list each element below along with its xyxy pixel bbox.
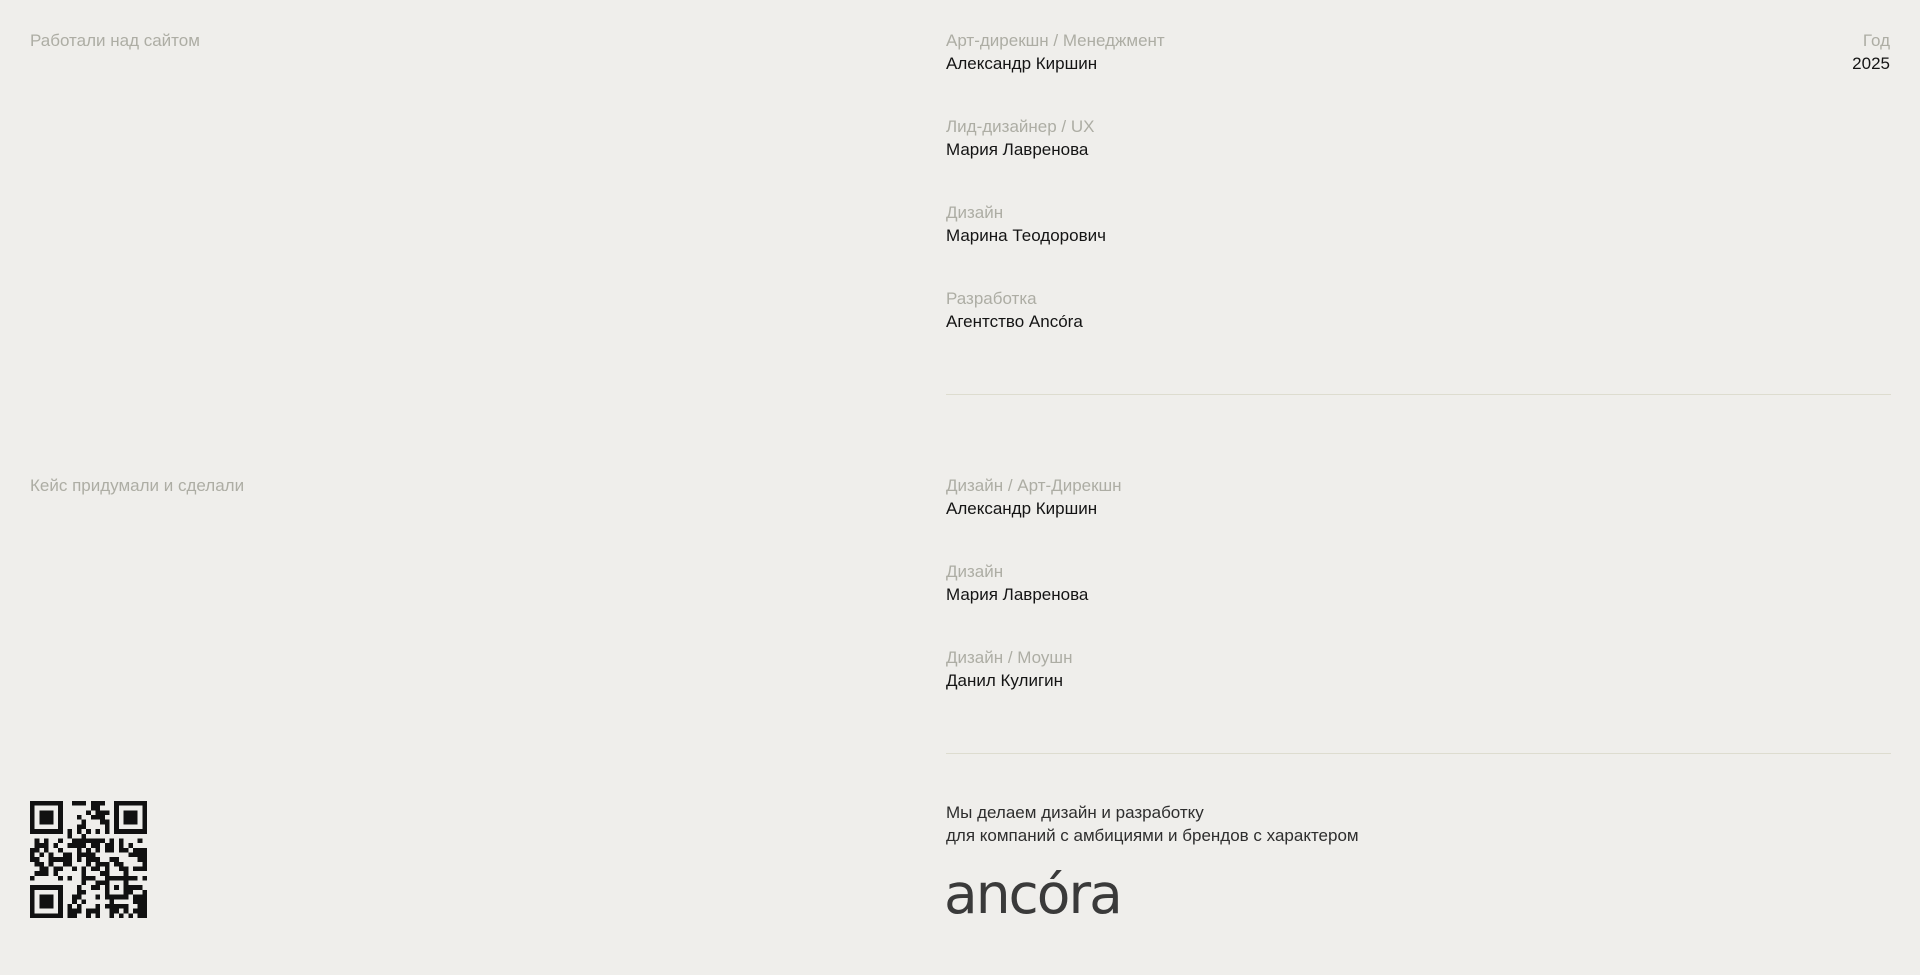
year-label: Год [1862,31,1890,50]
section-site-heading: Работали над сайтом [30,31,200,50]
credit-item [946,474,1122,520]
credit-item [946,646,1072,692]
credit-role: Дизайн / Моушн [946,648,1073,667]
credit-role: Дизайн / Арт-Дирекшн [946,476,1122,495]
year-block [1852,29,1890,75]
credit-role: Дизайн [946,562,1004,581]
credit-name: Александр Киршин [946,499,1098,518]
credit-item [946,29,1165,75]
qr-code-icon[interactable] [30,801,147,918]
tagline-line-2: для компаний с амбициями и брендов с характером [946,826,1359,845]
year-value: 2025 [1852,54,1890,73]
tagline-line-1: Мы делаем дизайн и разработку [946,803,1204,822]
credit-role: Лид-дизайнер / UX [946,117,1095,136]
credit-role: Дизайн [946,203,1004,222]
tagline [946,801,1359,847]
section-case-heading: Кейс придумали и сделали [30,476,245,495]
credit-role: Арт-дирекшн / Менеджмент [946,31,1165,50]
credit-item [946,115,1094,161]
ancora-logo[interactable] [944,870,1128,918]
logo-text: ancóra [944,870,1121,918]
credit-item [946,201,1106,247]
section-divider [946,394,1891,395]
credit-item [946,560,1088,606]
credit-item [946,287,1083,333]
credit-name: Марина Теодорович [946,226,1106,245]
credit-name: Агентство Ancóra [946,312,1083,331]
credit-name: Мария Лавренова [946,585,1089,604]
credit-role: Разработка [946,289,1037,308]
credit-name: Мария Лавренова [946,140,1089,159]
credit-name: Данил Кулигин [946,671,1064,690]
credit-name: Александр Киршин [946,54,1098,73]
section-divider [946,753,1891,754]
